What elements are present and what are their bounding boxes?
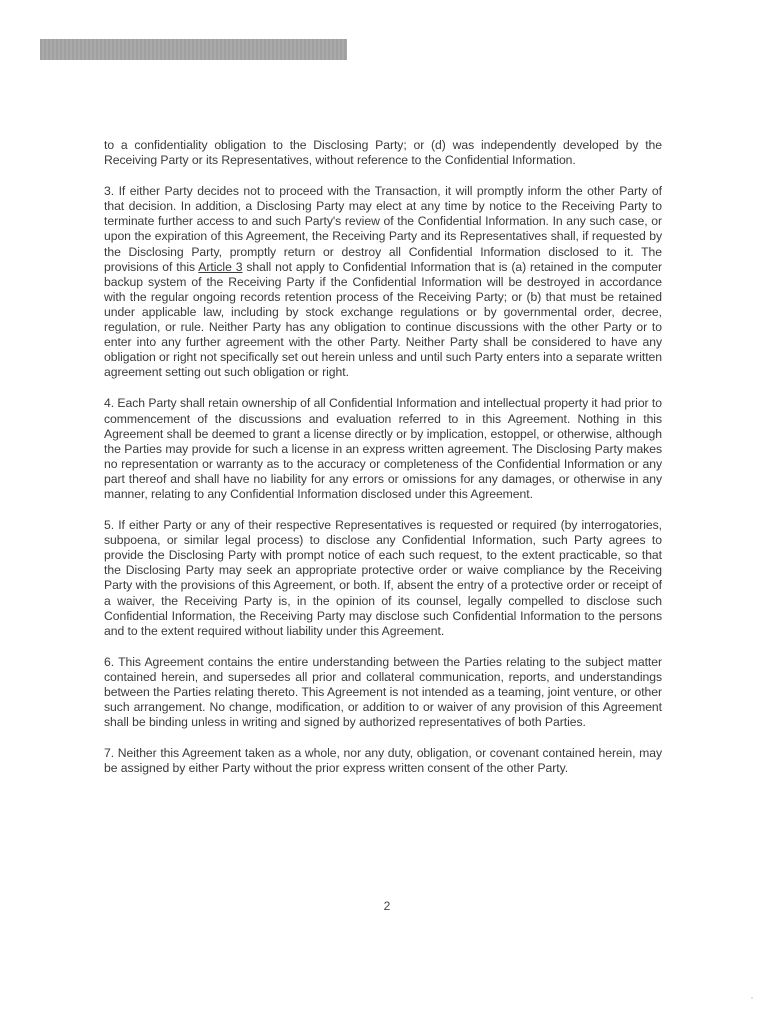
paragraph-6: 6. This Agreement contains the entire understanding between the Parties relating to the subject matter contained herein, and supersedes all prior and collateral communication, reports, and understandings between the Parties relating thereto. This Agreement is not intended as a teaming, joint venture, or other such arrangement. No change, modification, or addition to or waiver of any provision of this Agreement shall be binding unless in writing and signed by authorized representatives of both Parties. [104,654,662,730]
redaction-bar [40,39,347,60]
paragraph-3-text-start: 3. If either Party decides not to proceed with the Transaction, it will promptly inform the other Party of that decision. In addition, a Disclosing Party may elect at any time by notice to the Receiving Party to terminate further access to and such Party's review of the Confidential Information. In any such case, or upon the expiration of this Agreement, the Receiving Party and its Representatives shall, if requested by the Disclosing Party, promptly return or destroy all Confidential Information disclosed to it. The provisions of this [104,184,662,274]
paragraph-5: 5. If either Party or any of their respective Representatives is requested or required (by interrogatories, subpoena, or similar legal process) to disclose any Confidential Information, such Party agrees to provide the Disclosing Party with prompt notice of each such request, to the extent practicable, so that the Disclosing Party may seek an appropriate protective order or waive compliance by the Receiving Party with the provisions of this Agreement, or both. If, absent the entry of a protective order or receipt of a waiver, the Receiving Party is, in the opinion of its counsel, legally compelled to disclose such Confidential Information, the Receiving Party may disclose such Confidential Information to the persons and to the extent required without liability under this Agreement. [104,518,662,638]
paragraph-3 [104,184,662,380]
paragraph-3-text-end: shall not apply to Confidential Information that is (a) retained in the computer backup system of the Receiving Party if the Confidential Information will be destroyed in accordance with the regular ongoing records retention process of the Receiving Party; or (b) that must be retained under applicable law, including by stock exchange regulations or by governmental order, decree, regulation, or rule. Neither Party has any obligation to continue discussions with the other Party or to enter into any further agreement with the other Party. Neither Party shall be considered to have any obligation or right not specifically set out herein unless and until such Party enters into a separate written agreement setting out such obligation or right. [104,259,662,380]
page-number: 2 [383,899,391,913]
paragraph-continuation: to a confidentiality obligation to the Disclosing Party; or (d) was independently developed by the Receiving Party or its Representatives, without reference to the Confidential Information. [104,138,662,168]
paragraph-7: 7. Neither this Agreement taken as a whole, nor any duty, obligation, or covenant contained herein, may be assigned by either Party without the prior express written consent of the other Party. [104,746,662,776]
paragraph-4: 4. Each Party shall retain ownership of all Confidential Information and intellectual property it had prior to commencement of the discussions and evaluation referred to in this Agreement. Nothing in this Agreement shall be deemed to grant a license directly or by implication, estoppel, or otherwise, although the Parties may provide for such a license in an express written agreement. The Disclosing Party makes no representation or warranty as to the accuracy or completeness of the Confidential Information or any part thereof and shall have no liability for any errors or omissions for any damages, or otherwise in any manner, relating to any Confidential Information disclosed under this Agreement. [104,396,662,501]
scan-speck [751,997,753,999]
article-3-reference: Article 3 [198,259,243,274]
document-body [104,138,662,792]
